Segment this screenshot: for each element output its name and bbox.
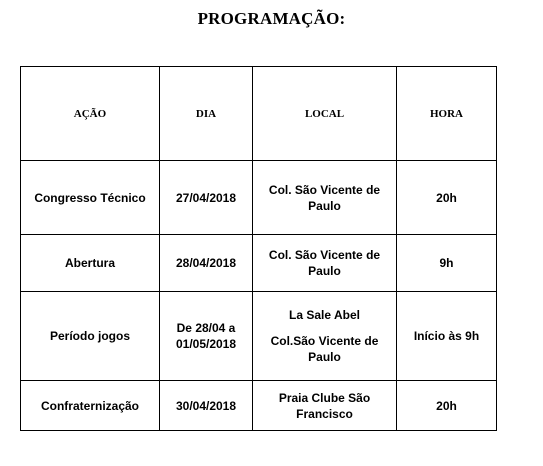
table-row xyxy=(21,161,497,235)
cell-acao: Congresso Técnico xyxy=(21,161,160,235)
cell-hora: 20h xyxy=(397,161,497,235)
table-row xyxy=(21,235,497,292)
schedule-table xyxy=(20,66,497,431)
cell-dia: 28/04/2018 xyxy=(160,235,253,292)
cell-dia: 27/04/2018 xyxy=(160,161,253,235)
cell-hora: 9h xyxy=(397,235,497,292)
cell-hora: 20h xyxy=(397,381,497,431)
cell-dia: De 28/04 a 01/05/2018 xyxy=(160,292,253,381)
cell-hora: Início às 9h xyxy=(397,292,497,381)
cell-dia: 30/04/2018 xyxy=(160,381,253,431)
local-primary: La Sale Abel xyxy=(289,308,360,322)
cell-local: Col. São Vicente de Paulo xyxy=(253,235,397,292)
header-dia: DIA xyxy=(160,67,253,161)
header-local: LOCAL xyxy=(253,67,397,161)
cell-acao: Período jogos xyxy=(21,292,160,381)
table-row xyxy=(21,292,497,381)
page-title: PROGRAMAÇÃO: xyxy=(197,9,346,28)
cell-acao: Confraternização xyxy=(21,381,160,431)
cell-local: Col. São Vicente de Paulo xyxy=(253,161,397,235)
header-acao: AÇÃO xyxy=(21,67,160,161)
local-secondary: Col.São Vicente de Paulo xyxy=(270,334,379,364)
table-row xyxy=(21,381,497,431)
table-header-row xyxy=(21,67,497,161)
cell-local: Praia Clube São Francisco xyxy=(253,381,397,431)
header-hora: HORA xyxy=(397,67,497,161)
cell-local xyxy=(253,292,397,381)
cell-acao: Abertura xyxy=(21,235,160,292)
